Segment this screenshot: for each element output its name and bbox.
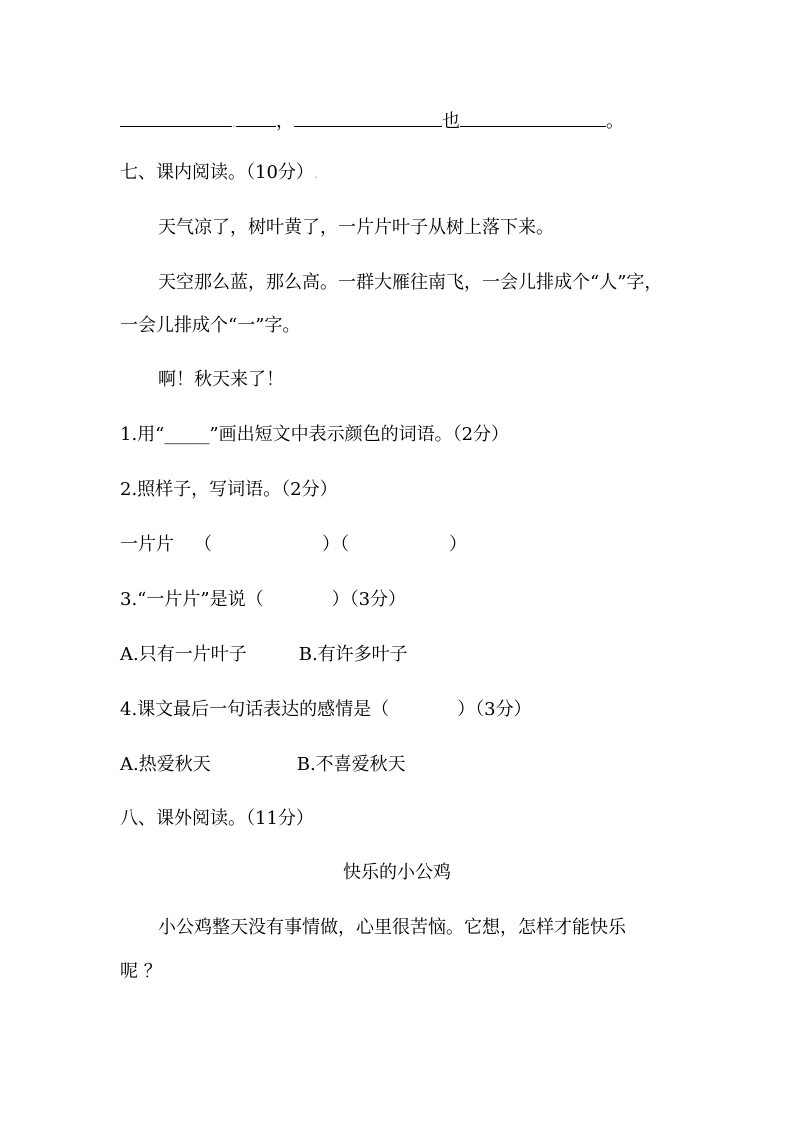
option-b[interactable]: B.不喜爱秋天 (296, 754, 406, 775)
option-b[interactable]: B.有许多叶子 (298, 644, 408, 665)
option-a[interactable]: A.只有一片叶子 (120, 644, 247, 665)
section-8-heading: 八、课外阅读。（11分） (120, 808, 314, 829)
question-2: 2.照样子，写词语。（2分） (120, 479, 338, 500)
question-4-options (120, 753, 406, 777)
blank-1[interactable] (120, 108, 232, 127)
blank-2[interactable] (236, 108, 276, 127)
passage8-title: 快乐的小公鸡 (343, 862, 451, 883)
question-3: 3.“一片片”是说（ ）（3分） (120, 589, 407, 610)
word-ye: 也 (442, 111, 460, 132)
mark-dot: . (232, 116, 236, 130)
section-7-heading: 七、课内阅读。（10分）. (120, 161, 318, 186)
question-4: 4.课文最后一句话表达的感情是（ ）（3分） (120, 699, 532, 720)
mark-dot: . (313, 167, 318, 181)
question-1: 1.用“_____”画出短文中表示颜色的词语。（2分） (120, 424, 510, 445)
option-a[interactable]: A.热爱秋天 (120, 754, 211, 775)
comma: ， (276, 111, 294, 132)
fill-in-line (120, 108, 624, 135)
passage8-p1a: 小公鸡整天没有事情做，心里很苦恼。它想，怎样才能快乐 (158, 917, 626, 938)
passage7-p2a: 天空那么蓝，那么高。一群大雁往南飞，一会儿排成个“人”字， (158, 272, 663, 293)
question-3-options (120, 643, 408, 667)
blank-3[interactable] (294, 108, 442, 127)
passage7-p2b: 一会儿排成个“一”字。 (120, 315, 301, 336)
passage8-p1b: 呢 ？ (120, 961, 162, 982)
question-2-example: 一片片 （ ）（ ） (120, 534, 467, 555)
passage7-p1: 天气凉了，树叶黄了，一片片叶子从树上落下来。 (158, 217, 554, 238)
period: 。 (606, 111, 624, 132)
blank-4[interactable] (460, 108, 606, 127)
passage7-p3: 啊！秋天来了！ (158, 369, 284, 390)
